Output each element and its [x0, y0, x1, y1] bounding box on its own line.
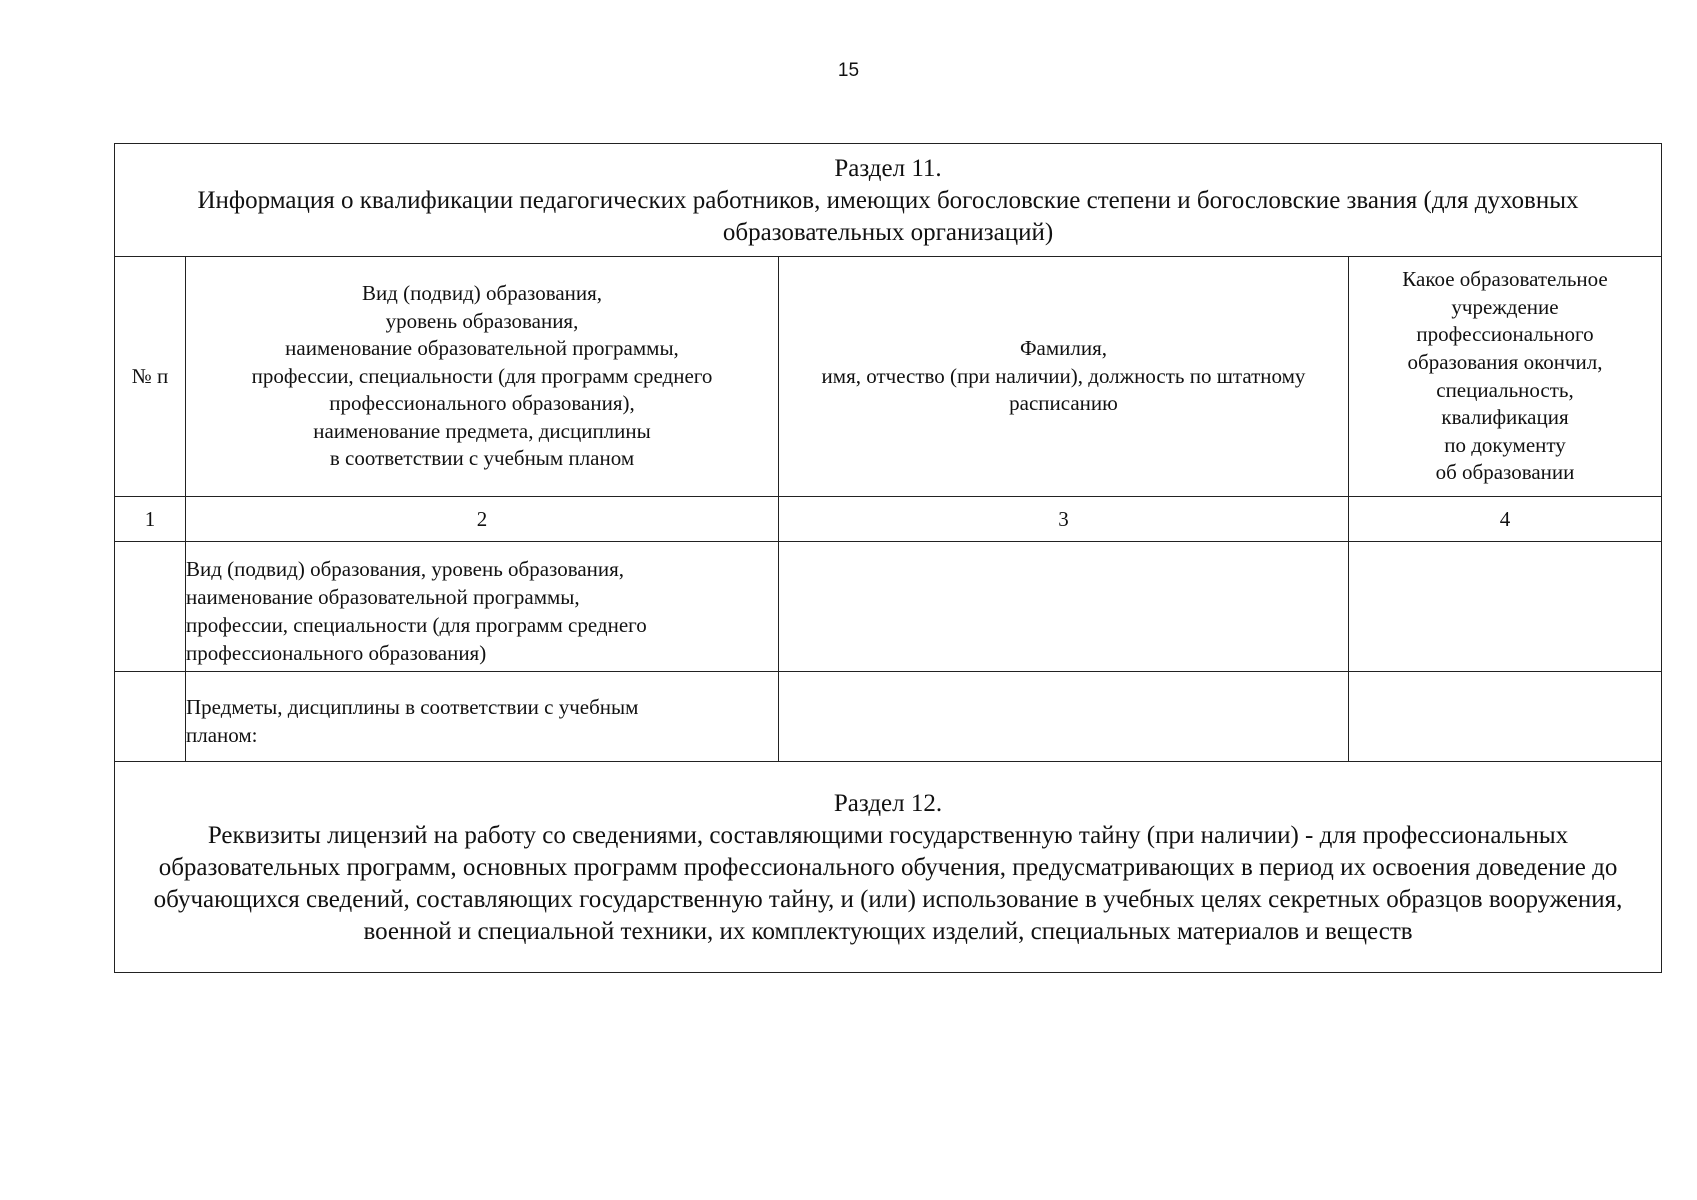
section-12-description: Реквизиты лицензий на работу со сведениями, составляющими государственную тайну (при наличии) - для профессиональных образовательных программ, основных программ профессионального обучения, предусматривающих в период их освоения доведение до обучающихся сведений, составляющих государственную тайну, и (или) использование в учебных целях секретных образцов вооружения, военной и специальной техники, их комплектующих изделий, специальных материалов и веществ [153, 822, 1623, 945]
cell-line: профессии, специальности (для программ среднего [186, 612, 647, 637]
header-line: Фамилия, [1019, 336, 1108, 361]
table-cell-empty [1349, 542, 1662, 672]
header-line: квалификация [1441, 405, 1569, 430]
section-11-header-row [115, 144, 1662, 257]
column-number-2: 2 [186, 497, 779, 542]
header-line: образования окончил, [1407, 349, 1603, 374]
column-number-4: 4 [1349, 497, 1662, 542]
header-line: профессионального [1416, 322, 1594, 347]
section-12-header-row [115, 762, 1662, 973]
header-line: профессионального образования), [329, 391, 635, 416]
table-cell-subjects [186, 672, 779, 762]
cell-line: Предметы, дисциплины в соответствии с учебным [186, 694, 639, 719]
table-cell-empty [779, 542, 1349, 672]
header-line: в соответствии с учебным планом [329, 446, 635, 471]
page-number: 15 [837, 60, 860, 81]
section-11-title: Раздел 11. [834, 155, 942, 182]
header-line: профессии, специальности (для программ среднего [251, 363, 713, 388]
table-cell-empty [115, 542, 186, 672]
cell-line: наименование образовательной программы, [186, 584, 580, 609]
header-line: по документу [1444, 432, 1566, 457]
header-line: имя, отчество (при наличии), должность по штатному [821, 363, 1306, 388]
table-cell-empty [115, 672, 186, 762]
section-12-title: Раздел 12. [833, 790, 943, 817]
section-11-header [115, 144, 1662, 257]
cell-line: планом: [186, 722, 258, 747]
document-table [114, 143, 1662, 973]
header-education-type [186, 257, 779, 497]
header-line: расписанию [1009, 391, 1118, 416]
header-line: об образовании [1435, 460, 1575, 485]
table-cell-empty [779, 672, 1349, 762]
header-line: уровень образования, [385, 308, 579, 333]
header-number [115, 257, 186, 497]
column-number-3: 3 [779, 497, 1349, 542]
header-line: Какое образовательное [1402, 267, 1608, 292]
header-line: наименование предмета, дисциплины [313, 418, 651, 443]
header-number-text: № п [131, 363, 169, 388]
table-cell-empty [1349, 672, 1662, 762]
section-12-header [115, 762, 1662, 973]
table-cell-education [186, 542, 779, 672]
header-line: Вид (подвид) образования, [361, 280, 603, 305]
header-institution [1349, 257, 1662, 497]
table-row [115, 542, 1662, 672]
header-full-name [779, 257, 1349, 497]
column-number-row [115, 497, 1662, 542]
table-row [115, 672, 1662, 762]
cell-line: Вид (подвид) образования, уровень образования, [186, 556, 625, 581]
header-line: специальность, [1436, 377, 1574, 402]
cell-line: профессионального образования) [186, 640, 487, 665]
header-line: наименование образовательной программы, [285, 336, 679, 361]
header-line: учреждение [1451, 294, 1559, 319]
column-number-1: 1 [115, 497, 186, 542]
column-header-row [115, 257, 1662, 497]
section-11-description: Информация о квалификации педагогических работников, имеющих богословские степени и богословские звания (для духовных образовательных организаций) [197, 187, 1579, 246]
